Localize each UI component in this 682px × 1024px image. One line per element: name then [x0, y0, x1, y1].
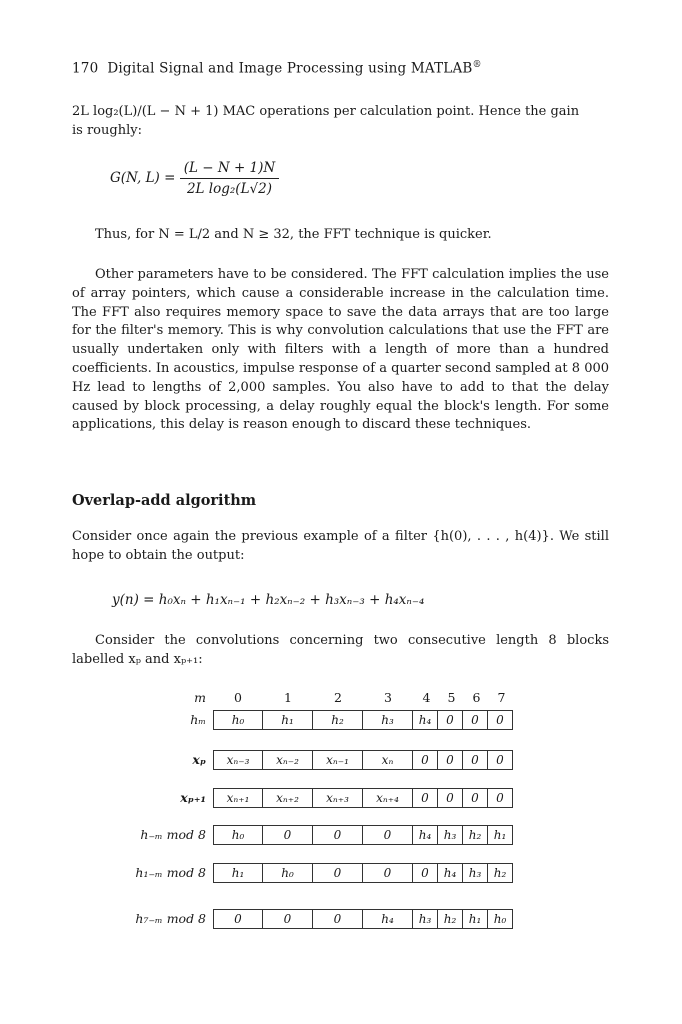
table-row	[213, 750, 513, 770]
table-cell: h₄	[413, 710, 438, 730]
table-cell: 0	[488, 788, 513, 808]
table-cell: 0	[438, 710, 463, 730]
table-cell: h₂	[313, 710, 363, 730]
table-cell: h₂	[488, 863, 513, 883]
consider-paragraph-1: Consider once again the previous example of a filter {h(0), . . . , h(4)}. We still hope to obtain the output:	[72, 529, 609, 563]
table-cell: h₀	[263, 863, 313, 883]
table-cell: xₙ	[363, 750, 413, 770]
gain-numerator: (L − N + 1)N	[180, 160, 280, 179]
table-cell: 0	[363, 863, 413, 883]
table-cell: 0	[363, 825, 413, 845]
table-cell: h₀	[213, 825, 263, 845]
index-4: 4	[422, 690, 431, 705]
table-cell: xₙ₋₁	[313, 750, 363, 770]
table-cell: 0	[438, 750, 463, 770]
table-cell: xₙ₊₁	[213, 788, 263, 808]
index-0: 0	[234, 690, 242, 705]
table-cell: 0	[413, 788, 438, 808]
other-parameters-paragraph: Other parameters have to be considered. The FFT calculation implies the use of array pointers, which cause a considerable increase in the calculation time. The FFT also requires memory space to save the data arrays that are too large for the filter's memory. This is why convolution calculations that use the FFT are usually undertaken only with filters with a length of more than a hundred coefficients. In acoustics, impulse response of a quarter second sampled at 8 000 Hz lead to lengths of 2,000 samples. You also have to add to that the delay caused by block processing, a delay roughly equal the block's length. For some applications, this delay is reason enough to discard these techniques.	[72, 267, 610, 433]
table-cell: xₙ₊₂	[263, 788, 313, 808]
section-title: Overlap-add algorithm	[72, 492, 257, 509]
index-2: 2	[334, 690, 342, 705]
table-cell: 0	[413, 863, 438, 883]
table-cell: 0	[463, 750, 488, 770]
row-label-x-p1: xₚ₊₁	[180, 790, 206, 805]
table-cell: 0	[313, 825, 363, 845]
output-equation: y(n) = h₀xₙ + h₁xₙ₋₁ + h₂xₙ₋₂ + h₃xₙ₋₃ + h₄xₙ₋₄	[112, 592, 425, 608]
gain-equation-lhs: G(N, L) =	[110, 170, 176, 186]
table-cell: 0	[313, 863, 363, 883]
table-cell: h₄	[363, 909, 413, 929]
table-cell: h₄	[438, 863, 463, 883]
index-7: 7	[497, 690, 506, 705]
table-cell: h₃	[363, 710, 413, 730]
table-cell: h₁	[463, 909, 488, 929]
table-row	[213, 788, 513, 808]
gain-equation	[110, 160, 279, 197]
consider-paragraph-2: Consider the convolutions concerning two consecutive length 8 blocks labelled xₚ and xₚ₊₁:	[72, 633, 609, 667]
row-label-h1-m: h₁₋ₘ mod 8	[135, 865, 206, 880]
table-cell: h₃	[413, 909, 438, 929]
table-cell: 0	[263, 825, 313, 845]
intro-paragraph	[72, 103, 609, 141]
table-cell: 0	[438, 788, 463, 808]
table-cell: 0	[313, 909, 363, 929]
table-cell: h₃	[438, 825, 463, 845]
page-number: 170	[72, 60, 99, 77]
gain-denominator: 2L log₂(L√2)	[186, 181, 272, 197]
table-row	[213, 909, 513, 929]
table-cell: xₙ₊₃	[313, 788, 363, 808]
table-cell: xₙ₋₂	[263, 750, 313, 770]
index-6: 6	[472, 690, 481, 705]
table-cell: h₁	[488, 825, 513, 845]
table-cell: 0	[463, 788, 488, 808]
table-cell: 0	[213, 909, 263, 929]
intro-line-1: 2L log₂(L)/(L − N + 1) MAC operations per calculation point. Hence the gain	[72, 104, 580, 119]
row-label-h-neg-m: h₋ₘ mod 8	[140, 827, 206, 842]
running-head	[72, 60, 482, 77]
table-cell: 0	[488, 750, 513, 770]
table-cell: h₃	[463, 863, 488, 883]
row-label-h-m: hₘ	[190, 712, 206, 727]
table-cell: h₂	[463, 825, 488, 845]
book-title: Digital Signal and Image Processing using MATLAB	[107, 60, 473, 77]
thus-line: Thus, for N = L/2 and N ≥ 32, the FFT technique is quicker.	[95, 227, 492, 242]
table-cell: 0	[488, 710, 513, 730]
table-cell: 0	[263, 909, 313, 929]
table-row	[213, 863, 513, 883]
index-3: 3	[384, 690, 392, 705]
table-cell: xₙ₊₄	[363, 788, 413, 808]
registered-mark: ®	[472, 60, 482, 70]
intro-line-2: is roughly:	[72, 122, 142, 138]
table-cell: 0	[413, 750, 438, 770]
table-row	[213, 710, 513, 730]
row-label-x-p: xₚ	[192, 752, 206, 767]
table-cell: 0	[463, 710, 488, 730]
row-label-h7-m: h₇₋ₘ mod 8	[135, 911, 206, 926]
m-label: m	[194, 690, 206, 705]
table-row	[213, 825, 513, 845]
table-cell: h₂	[438, 909, 463, 929]
table-cell: h₁	[213, 863, 263, 883]
gain-fraction	[180, 160, 280, 197]
index-5: 5	[447, 690, 456, 705]
table-cell: h₀	[488, 909, 513, 929]
table-cell: h₄	[413, 825, 438, 845]
table-cell: h₀	[213, 710, 263, 730]
index-1: 1	[284, 690, 292, 705]
table-cell: h₁	[263, 710, 313, 730]
table-cell: xₙ₋₃	[213, 750, 263, 770]
